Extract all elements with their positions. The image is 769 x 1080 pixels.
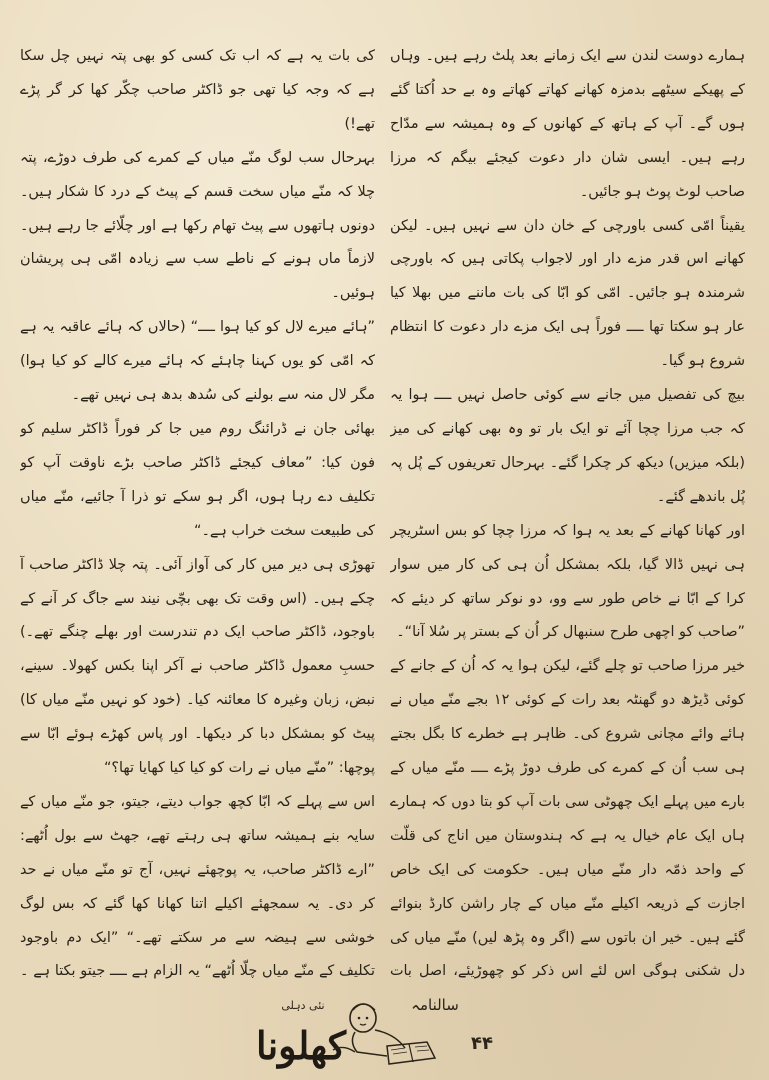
magazine-logo: کھلونا [256,1023,346,1068]
paragraph: تھوڑی ہی دیر میں کار کی آواز آئی۔ پتہ چلا ڈاکٹر صاحب آ چکے ہیں۔ (اس وقت تک بھی بچّی نیند سے جاگ کر آنے کے باوجود، ڈاکٹر صاحب ایک دم تندرست اور بھلے چنگے تھے۔) حسبِ معمول ڈاکٹر صاحب نے آکر اپنا بکس کھولا۔ سینے، نبض، زبان وغیرہ کا معائنہ کیا۔ (خود کو نہیں منّے میاں کا) پیٹ کو بمشکل دبا کر دیکھا۔ اور پاس کھڑے ہوئے ابّا سے پوچھا: ”منّے میاں نے رات کو کیا کیا کھایا تھا؟“ [20,556,375,777]
paragraph: بھائی جان نے ڈرائنگ روم میں جا کر فوراً ڈاکٹر سلیم کو فون کیا: ”معاف کیجئے ڈاکٹر صاحب بڑے ناوقت آپ کو تکلیف دے رہا ہوں، اگر ہو سکے تو ذرا آ جائیے، منّے میاں کی طبیعت سخت خراب ہے۔“ [20,420,375,539]
annual-issue-label: سالنامہ [411,996,459,1014]
paragraph: اس سے پہلے کہ ابّا کچھ جواب دیتے، جیتو، جو منّے میاں کے سایہ بنے ہمیشہ ساتھ ہی رہتے تھے، جھٹ سے بول اُٹھے: ”ارے ڈاکٹر صاحب، یہ پوچھئے نہیں، آج تو منّے میاں نے حد کر دی۔ یہ سمجھئے اکیلے اتنا کھانا کھا گئے کہ بس لوگ خوشی سے ہیضہ سے مر سکتے تھے۔“ ”ایک دم باوجود تکلیف کے منّے میاں چلّا اُٹھے“ یہ الزام ہے ــــ جیتو بکتا ہے ۔ [20,793,375,980]
paragraph: ہمارے دوست لندن سے ایک زمانے بعد پلٹ رہے ہیں۔ وہاں کے پھیکے سیٹھے بدمزہ کھانے کھاتے کھاتے وہ بے حد اُکتا گئے ہوں گے۔ آپ کے ہاتھ کے کھانوں کے وہ ہمیشہ سے مدّاح رہے ہیں۔ ایسی شان دار دعوت کیجئے بیگم کہ مرزا صاحب لوٹ پوٹ ہو جائیں۔ [390,48,745,200]
right-text-column [390,40,745,985]
paragraph: اور کھانا کھانے کے بعد یہ ہوا کہ مرزا چچا کو بس اسٹریچر ہی نہیں ڈالا گیا، بلکہ بمشکل اُن ہی کی کار میں سوار کرا کے ابّا نے خاص طور سے وو، دو نوکر ساتھ کر دیئے کہ ”صاحب کو اچھی طرح سنبھال کر اُن کے بستر پر سُلا آنا“۔ [390,522,745,641]
magazine-city: نئی دہلی [281,999,325,1012]
paragraph: خیر مرزا صاحب تو چلے گئے، لیکن ہوا یہ کہ اُن کے جانے کے کوئی ڈیڑھ دو گھنٹہ بعد رات کے کوئی ١٢ بجے منّے میاں نے ہائے وائے مچانی شروع کی۔ ظاہر ہے خطرے کا بگل بجتے ہی سب اُن کے کمرے کی طرف دوڑ پڑے ــــ منّے میاں کے بارے میں پہلے ایک چھوٹی سی بات آپ کو بتا دوں کہ ہمارے ہاں ایک عام خیال یہ ہے کہ ہندوستان میں اناج کی قلّت کے واحد ذمّہ دار منّے میاں ہیں۔ حکومت کی ایک خاص اجازت کے ذریعہ اکیلے منّے میاں کے چار راشن کارڈ بنوائے گئے ہیں۔ خیر ان باتوں سے (اگر وہ پڑھ لیں) منّے میاں کی دل شکنی ہوگی اس لئے اس ذکر کو چھوڑیئے، اصل بات [390,658,745,980]
page-number: ۴۴ [471,1033,493,1054]
paragraph: بیچ کی تفصیل میں جانے سے کوئی حاصل نہیں ــــ ہوا یہ کہ جب مرزا چچا آئے تو ایک بار تو وہ بھی کھانے کی میز (بلکہ میزیں) دیکھ کر چکرا گئے۔ بہرحال تعریفوں کے پُل پہ پُل باندھے گئے۔ [390,387,745,505]
paragraph: کی بات یہ ہے کہ اب تک کسی کو بھی پتہ نہیں چل سکا ہے کہ وجہ کیا تھی جو ڈاکٹر صاحب چکّر کھا کر گر پڑے تھے!) [20,48,375,132]
paragraph: بہرحال سب لوگ منّے میاں کے کمرے کی طرف دوڑے، پتہ چلا کہ منّے میاں سخت قسم کے پیٹ کے درد کا شکار ہیں۔ دونوں ہاتھوں سے پیٹ تھام رکھا ہے اور چلّائے جا رہے ہیں۔ لازماً ماں ہونے کے ناطے سب سے زیادہ امّی ہی پریشان ہوئیں۔ [20,149,375,302]
left-text-column [20,40,375,985]
paragraph: یقیناً امّی کسی باورچی کے خان دان سے نہیں ہیں۔ لیکن کھانے اس قدر مزے دار اور لاجواب پکاتی ہیں کہ باورچی شرمندہ ہو جائیں۔ امّی کو ابّا کی بات ماننے میں بھلا کیا عار ہو سکتا تھا ــــ فوراً ہی ایک مزے دار دعوت کا انتظام شروع ہو گیا۔ [390,217,745,370]
paragraph: ”ہائے میرے لال کو کیا ہوا ــــ“ (حالاں کہ ہائے عاقبہ یہ ہے کہ امّی کو یوں کہنا چاہئے کہ ہائے میرے کالے کو کیا ہوا) مگر لال منہ سے بولنے کی سُدھ بدھ ہی نہیں تھے۔ [20,319,375,404]
